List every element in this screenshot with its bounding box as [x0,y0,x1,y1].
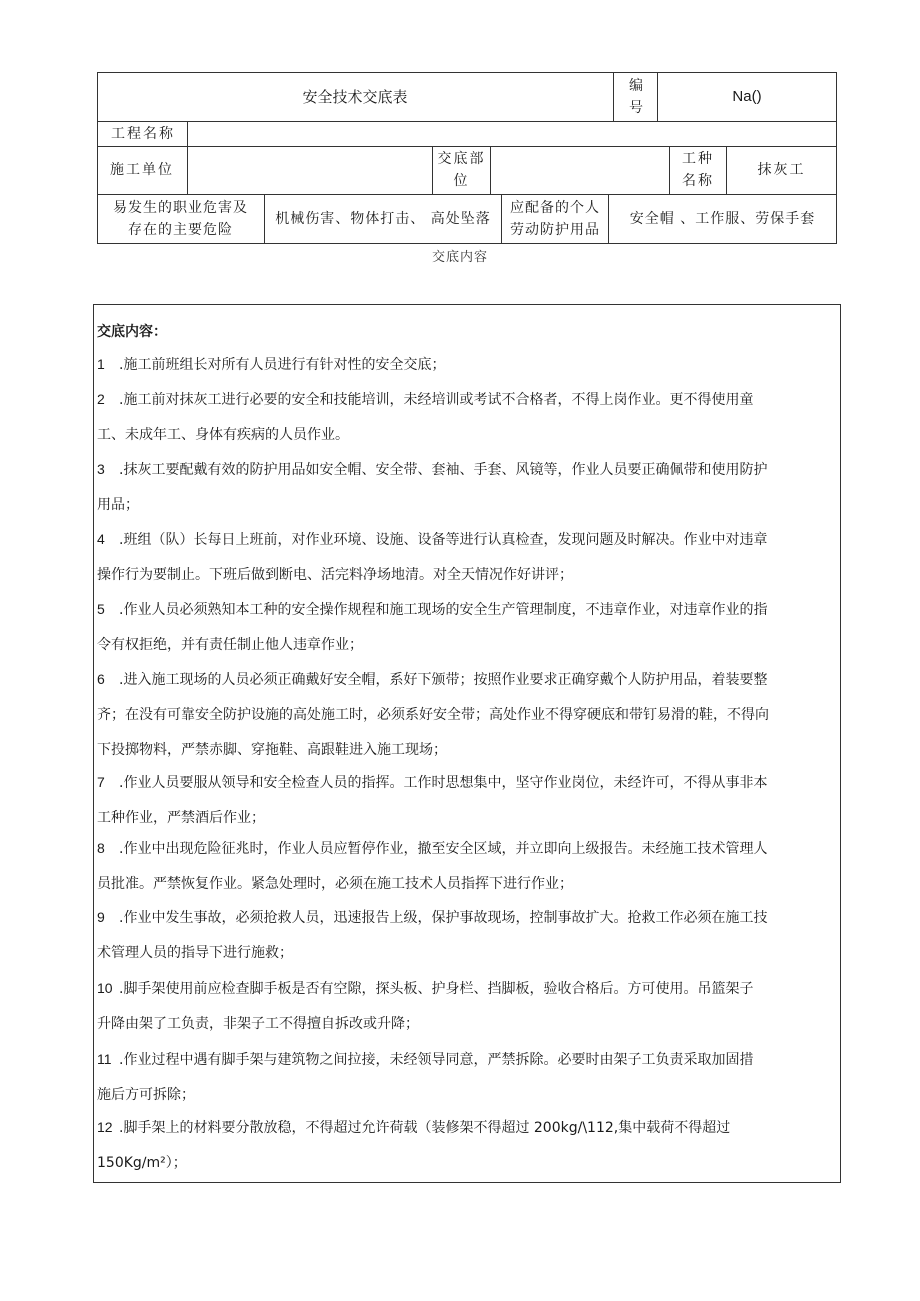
list-item [97,831,837,902]
item-text: 施后方可拆除； [97,1087,195,1103]
list-item [97,452,837,523]
item-number: 12 [97,1119,113,1135]
construction-unit-value [189,146,432,194]
item-number: 2 [97,391,105,407]
item-text: 齐；在没有可靠安全防护设施的高处施工时，必须系好安全带；高处作业不得穿硬底和带钉易滑的鞋，不得向 [97,707,769,723]
content-title: 交底内容： [97,324,167,340]
item-number: 10 [97,980,113,996]
item-text: 工种作业，严禁酒后作业； [97,810,265,826]
construction-unit-label: 施工单位 [110,162,174,178]
item-number: 7 [97,774,105,790]
item-number: 6 [97,671,105,687]
item-text: .作业中出现危险征兆时，作业人员应暂停作业，撤至安全区域，并立即向上级报告。未经施工技术管理人 [119,841,768,857]
code-value: Na() [732,87,762,105]
item-text: .施工前班组长对所有人员进行有针对性的安全交底； [119,357,446,373]
subtitle: 交底内容 [431,250,488,265]
table-border [613,72,614,121]
list-item [97,662,837,768]
list-item [97,900,837,971]
hazard-label: 易发生的职业危害及存在的主要危险 [113,199,248,238]
ppe-label: 应配备的个人劳动防护用品 [510,199,600,238]
table-border [836,72,837,244]
item-text: .作业过程中遇有脚手架与建筑物之间拉接，未经领导同意，严禁拆除。必要时由架子工负责采取加固措 [119,1052,754,1068]
list-item [97,592,837,663]
list-item [97,347,837,383]
item-text: 操作行为要制止。下班后做到断电、活完料净场地清。对全天情况作好讲评； [97,567,573,583]
item-number: 4 [97,531,105,547]
item-text: .进入施工现场的人员必须正确戴好安全帽，系好下颁带；按照作业要求正确穿戴个人防护用品，着装要整 [119,672,768,688]
item-number: 5 [97,601,105,617]
ppe-value: 安全帽 、工作服、劳保手套 [629,210,816,227]
disclosure-part-label: 交底部位 [437,151,486,189]
list-item [97,1110,837,1181]
item-text: 升降由架了工负责，非架子工不得擅自拆改或升降； [97,1016,419,1032]
list-item [97,765,837,836]
item-number: 9 [97,909,105,925]
item-number: 8 [97,840,105,856]
hazard-value: 机械伤害、物体打击、 高处坠落 [275,210,491,227]
code-label: 编号 [629,77,643,116]
item-text: .作业人员要服从领导和安全检查人员的指挥。工作时思想集中，坚守作业岗位，未经许可，不得从事非本 [119,775,768,791]
item-text: 150Kg∕m²）； [97,1155,187,1171]
list-item [97,1042,837,1113]
item-number: 1 [97,356,105,372]
item-text: 下投掷物料，严禁赤脚、穿拖鞋、高跟鞋进入施工现场； [97,742,447,758]
item-text: 工、未成年工、身体有疾病的人员作业。 [97,427,349,443]
item-text: .脚手架上的材料要分散放稳，不得超过允许荷载（装修架不得超过 200kg/\112,集中载荷不得超过 [119,1120,731,1136]
table-title: 安全技术交底表 [302,87,408,106]
list-item [97,382,837,453]
project-name-label: 工程名称 [111,125,175,142]
item-text: 术管理人员的指导下进行施救； [97,945,293,961]
table-border [97,243,837,244]
content-box [93,304,841,1183]
item-number: 11 [97,1051,112,1067]
project-name-value [189,121,849,146]
trade-label: 工种名称 [682,151,714,189]
disclosure-part-value [491,146,669,194]
header-table [97,72,837,244]
list-item [97,971,837,1042]
list-item [97,522,837,593]
item-text: .作业人员必须熟知本工种的安全操作规程和施工现场的安全生产管理制度，不违章作业，对违章作业的指 [119,602,768,618]
item-text: .班组（队）长每日上班前，对作业环境、设施、设备等进行认真检查，发现问题及时解决。作业中对违章 [119,532,768,548]
item-text: 用品； [97,497,139,513]
item-text: .脚手架使用前应检查脚手板是否有空隙，探头板、护身栏、挡脚板，验收合格后。方可使用。吊篮架子 [119,981,754,997]
item-number: 3 [97,461,105,477]
item-text: .作业中发生事故，必须抢救人员，迅速报告上级，保护事故现场，控制事故扩大。抢救工作必须在施工技 [119,910,768,926]
item-text: 员批准。严禁恢复作业。紧急处理时，必须在施工技术人员指挥下进行作业； [97,876,573,892]
trade-value: 抹灰工 [757,162,806,178]
item-text: 令有权拒绝，并有责任制止他人违章作业； [97,637,363,653]
item-text: .施工前对抹灰工进行必要的安全和技能培训，未经培训或考试不合格者，不得上岗作业。更不得使用童 [119,392,754,408]
item-text: .抹灰工要配戴有效的防护用品如安全帽、安全带、套袖、手套、风镜等，作业人员要正确佩带和使用防护 [119,462,768,478]
